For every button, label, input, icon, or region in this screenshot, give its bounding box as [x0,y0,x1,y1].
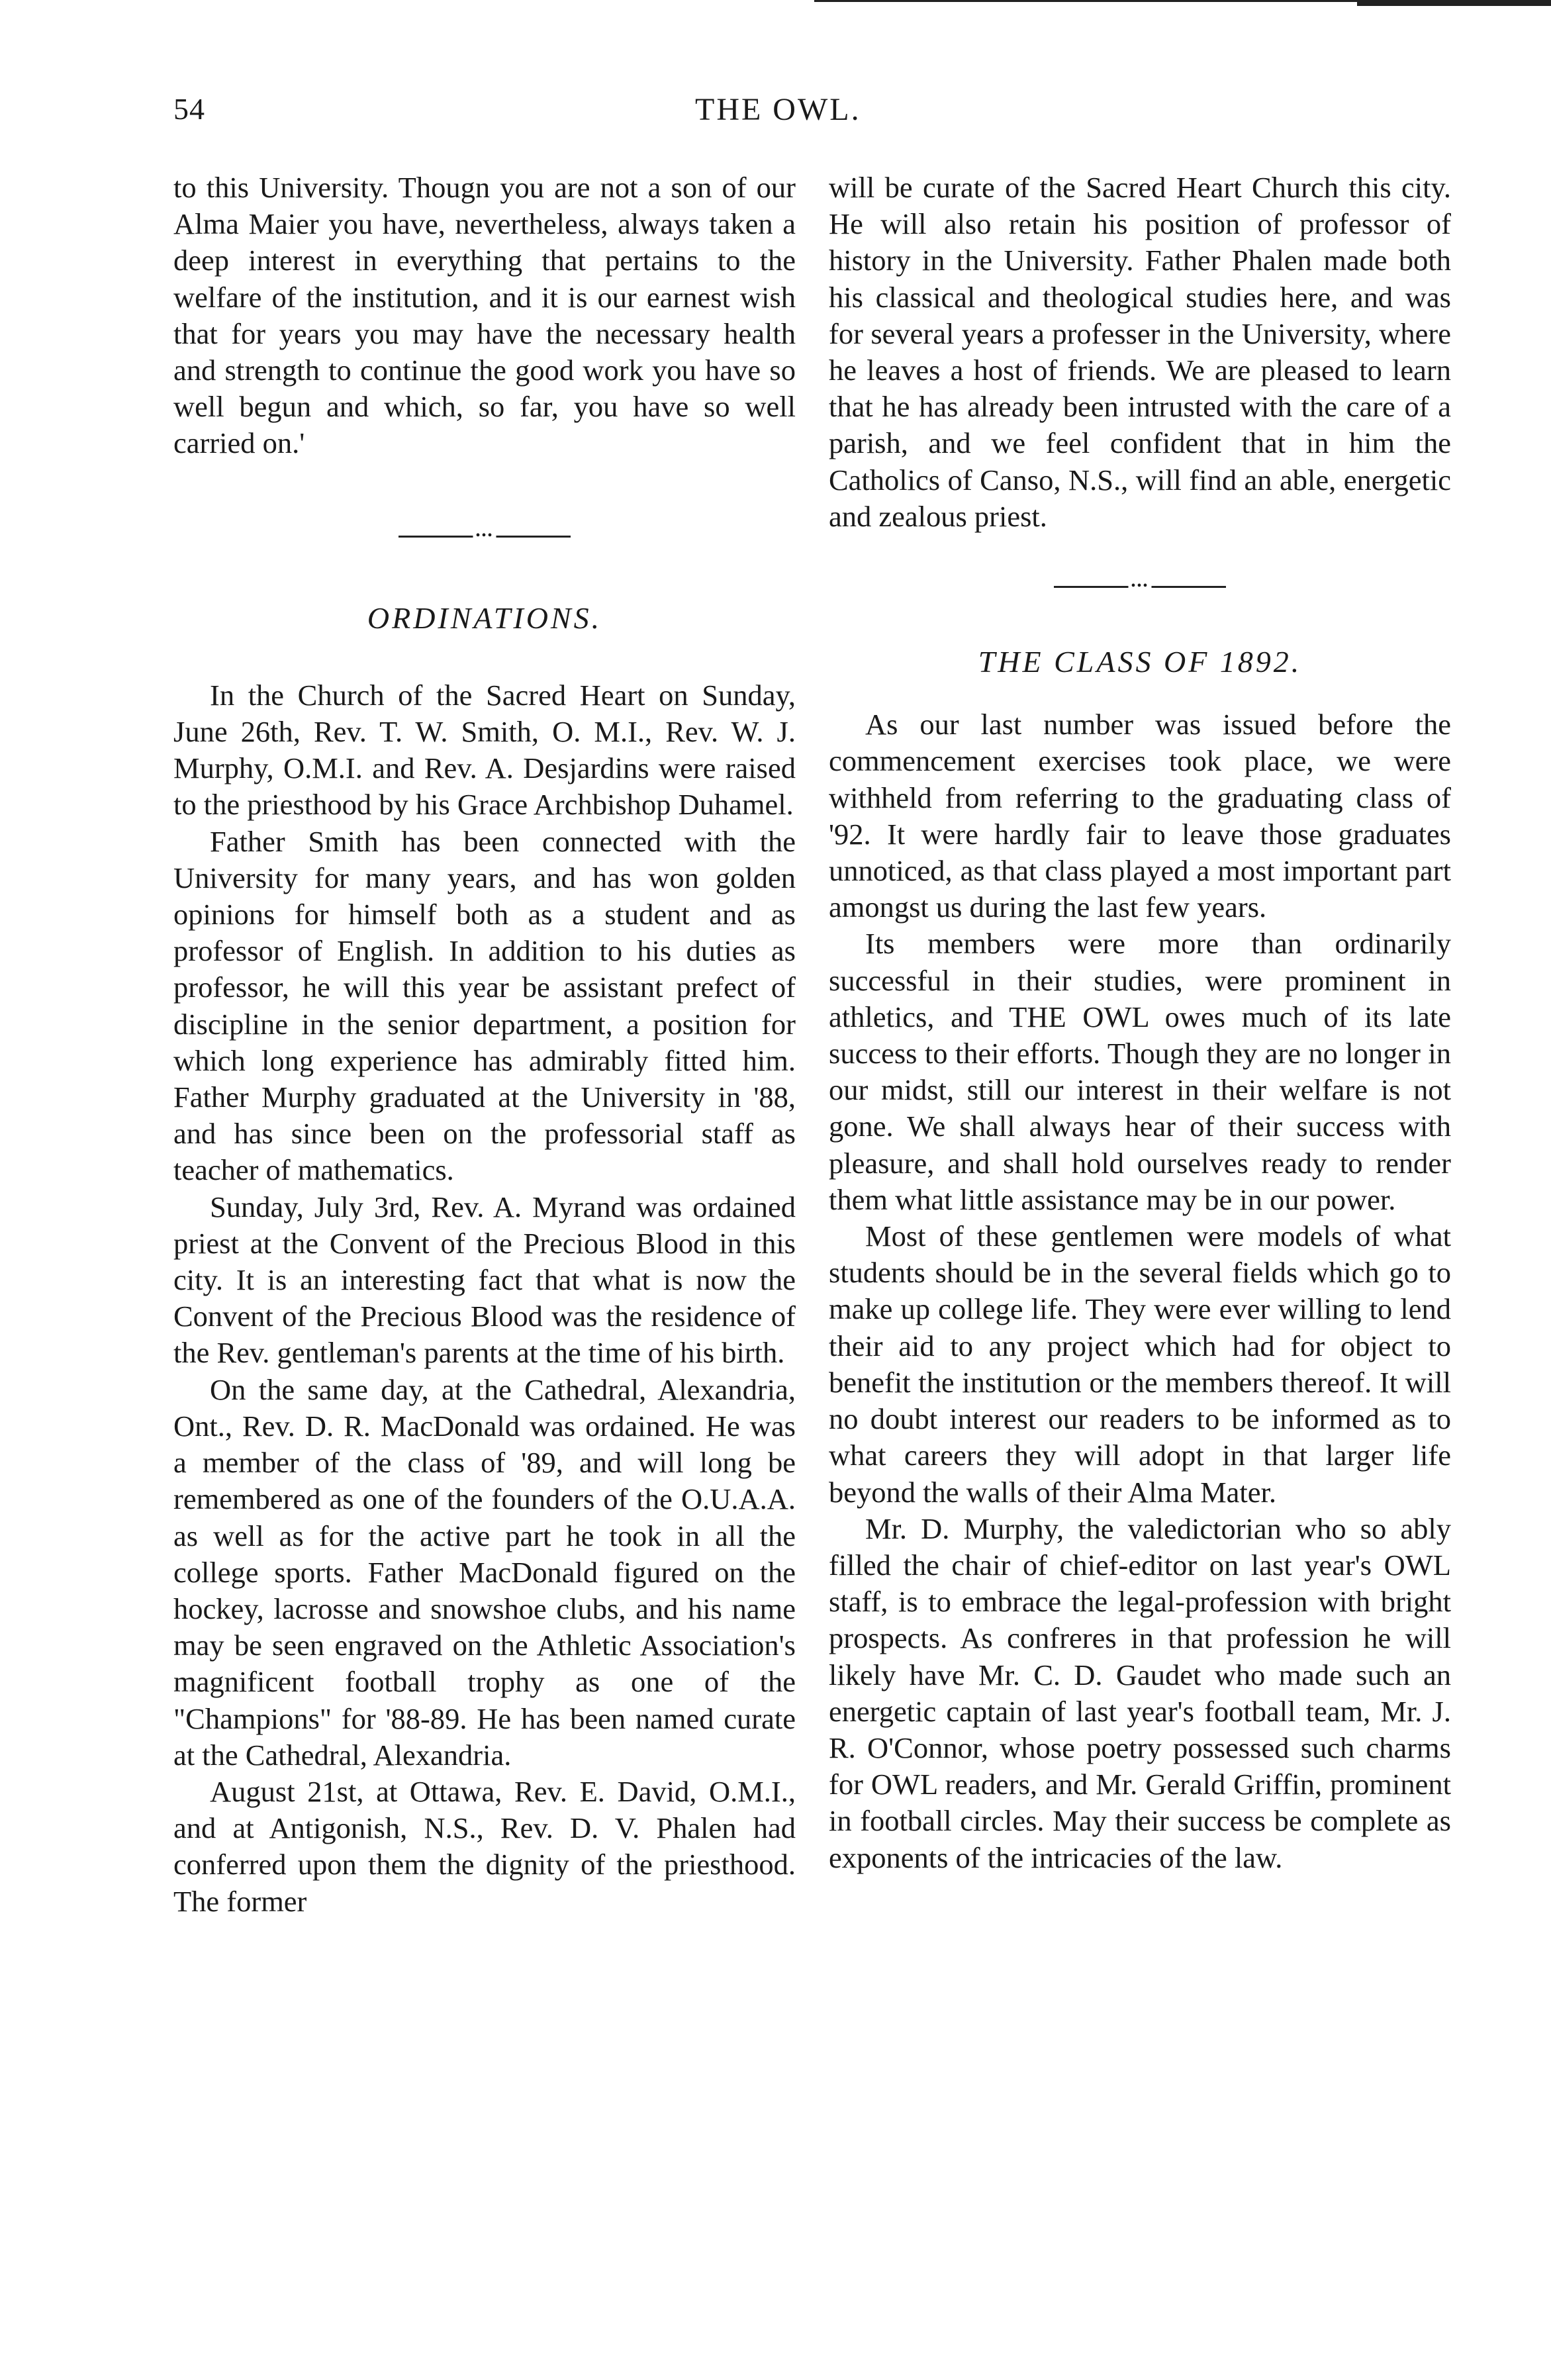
top-edge-rule-thick [1357,0,1551,6]
section-divider [1054,579,1226,594]
class-of-1892-title: THE CLASS OF 1892. [978,645,1302,679]
ordinations-title: ORDINATIONS. [367,600,602,635]
left-column [173,169,796,1920]
article-paragraph: As our last number was issued before the commencement exercises took place, we were withheld from referring to the graduating class of '92. It were hardly fair to leave those graduates unnoticed, as that class played a most important part amongst us during the last few years. [829,708,1451,924]
section-divider [399,528,571,543]
article-paragraph: Sunday, July 3rd, Rev. A. Myrand was ordained priest at the Convent of the Precious Blood in this city. It is an interesting fact that what is now the Convent of the Precious Blood was the residence of the Rev. gentleman's parents at the time of his birth. [173,1190,796,1370]
article-paragraph: In the Church of the Sacred Heart on Sunday, June 26th, Rev. T. W. Smith, O. M.I., Rev. W. J. Murphy, O.M.I. and Rev. A. Desjardins were raised to the priesthood by his Grace Archbishop Duhamel. [173,678,796,822]
article-paragraph: Its members were more than ordinarily successful in their studies, were prominent in athletics, and THE OWL owes much of its late success to their efforts. Though they are no longer in our midst, still our interest in their welfare is not gone. We shall always hear of their success with pleasure, and shall hold ourselves ready to render them what little assistance may be in our power. [829,927,1451,1216]
continued-paragraph: will be curate of the Sacred Heart Church this city. He will also retain his position of professor of history in the University. Father Phalen made both his classical and theological studies here, and was for several years a professer in the University, where he leaves a host of friends. We are pleased to learn that he has already been intrusted with the care of a parish, and we feel confident that in him the Catholics of Canso, N.S., will find an able, energetic and zealous priest. [829,171,1451,533]
divider-ornament: ••• [473,529,496,542]
article-paragraph: Mr. D. Murphy, the valedictorian who so ably filled the chair of chief-editor on last year's OWL staff, is to embrace the legal-profession with bright prospects. As confreres in that profession he will likely have Mr. C. D. Gaudet who made such an energetic captain of last year's football team, Mr. J. R. O'Connor, whose poetry possessed such charms for OWL readers, and Mr. Gerald Griffin, prominent in football circles. May their success be complete as exponents of the intricacies of the law. [829,1511,1451,1874]
continued-paragraph: to this University. Thougn you are not a son of our Alma Maier you have, nevertheless, always taken a deep interest in everything that pertains to the welfare of the institution, and it is our earnest wish that for years you may have the necessary health and strength to continue the good work you have so well begun and which, so far, you have so well carried on.' [173,171,796,460]
article-paragraph: Father Smith has been connected with the University for many years, and has won golden opinions for himself both as a student and as professor of English. In addition to his duties as professor, he will this year be assistant prefect of discipline in the senior department, a position for which long experience has admirably fitted him. Father Murphy graduated at the University in '88, and has since been on the professorial staff as teacher of mathematics. [173,824,796,1187]
running-head: THE OWL. [695,92,861,127]
right-column [829,169,1451,1876]
article-paragraph: On the same day, at the Cathedral, Alexandria, Ont., Rev. D. R. MacDonald was ordained. He was a member of the class of '89, and will long be remembered as one of the founders of the O.U.A.A. as well as for the active part he took in all the college sports. Father MacDonald figured on the hockey, lacrosse and snowshoe clubs, and his name may be seen engraved on the Athletic Association's magnificent football trophy as one of the "Champions" for '88-89. He has been named curate at the Cathedral, Alexandria. [173,1372,796,1772]
divider-ornament: ••• [1128,579,1151,593]
page-number: 54 [173,92,205,126]
article-paragraph: August 21st, at Ottawa, Rev. E. David, O.M.I., and at Antigonish, N.S., Rev. D. V. Phalen had conferred upon them the dignity of the priesthood. The former [173,1774,796,1918]
article-paragraph: Most of these gentlemen were models of what students should be in the several fields which go to make up college life. They were ever willing to lend their aid to any project which had for object to benefit the institution or the members thereof. It will no doubt interest our readers to be informed as to what careers they will adopt in that larger life beyond the walls of their Alma Mater. [829,1219,1451,1509]
